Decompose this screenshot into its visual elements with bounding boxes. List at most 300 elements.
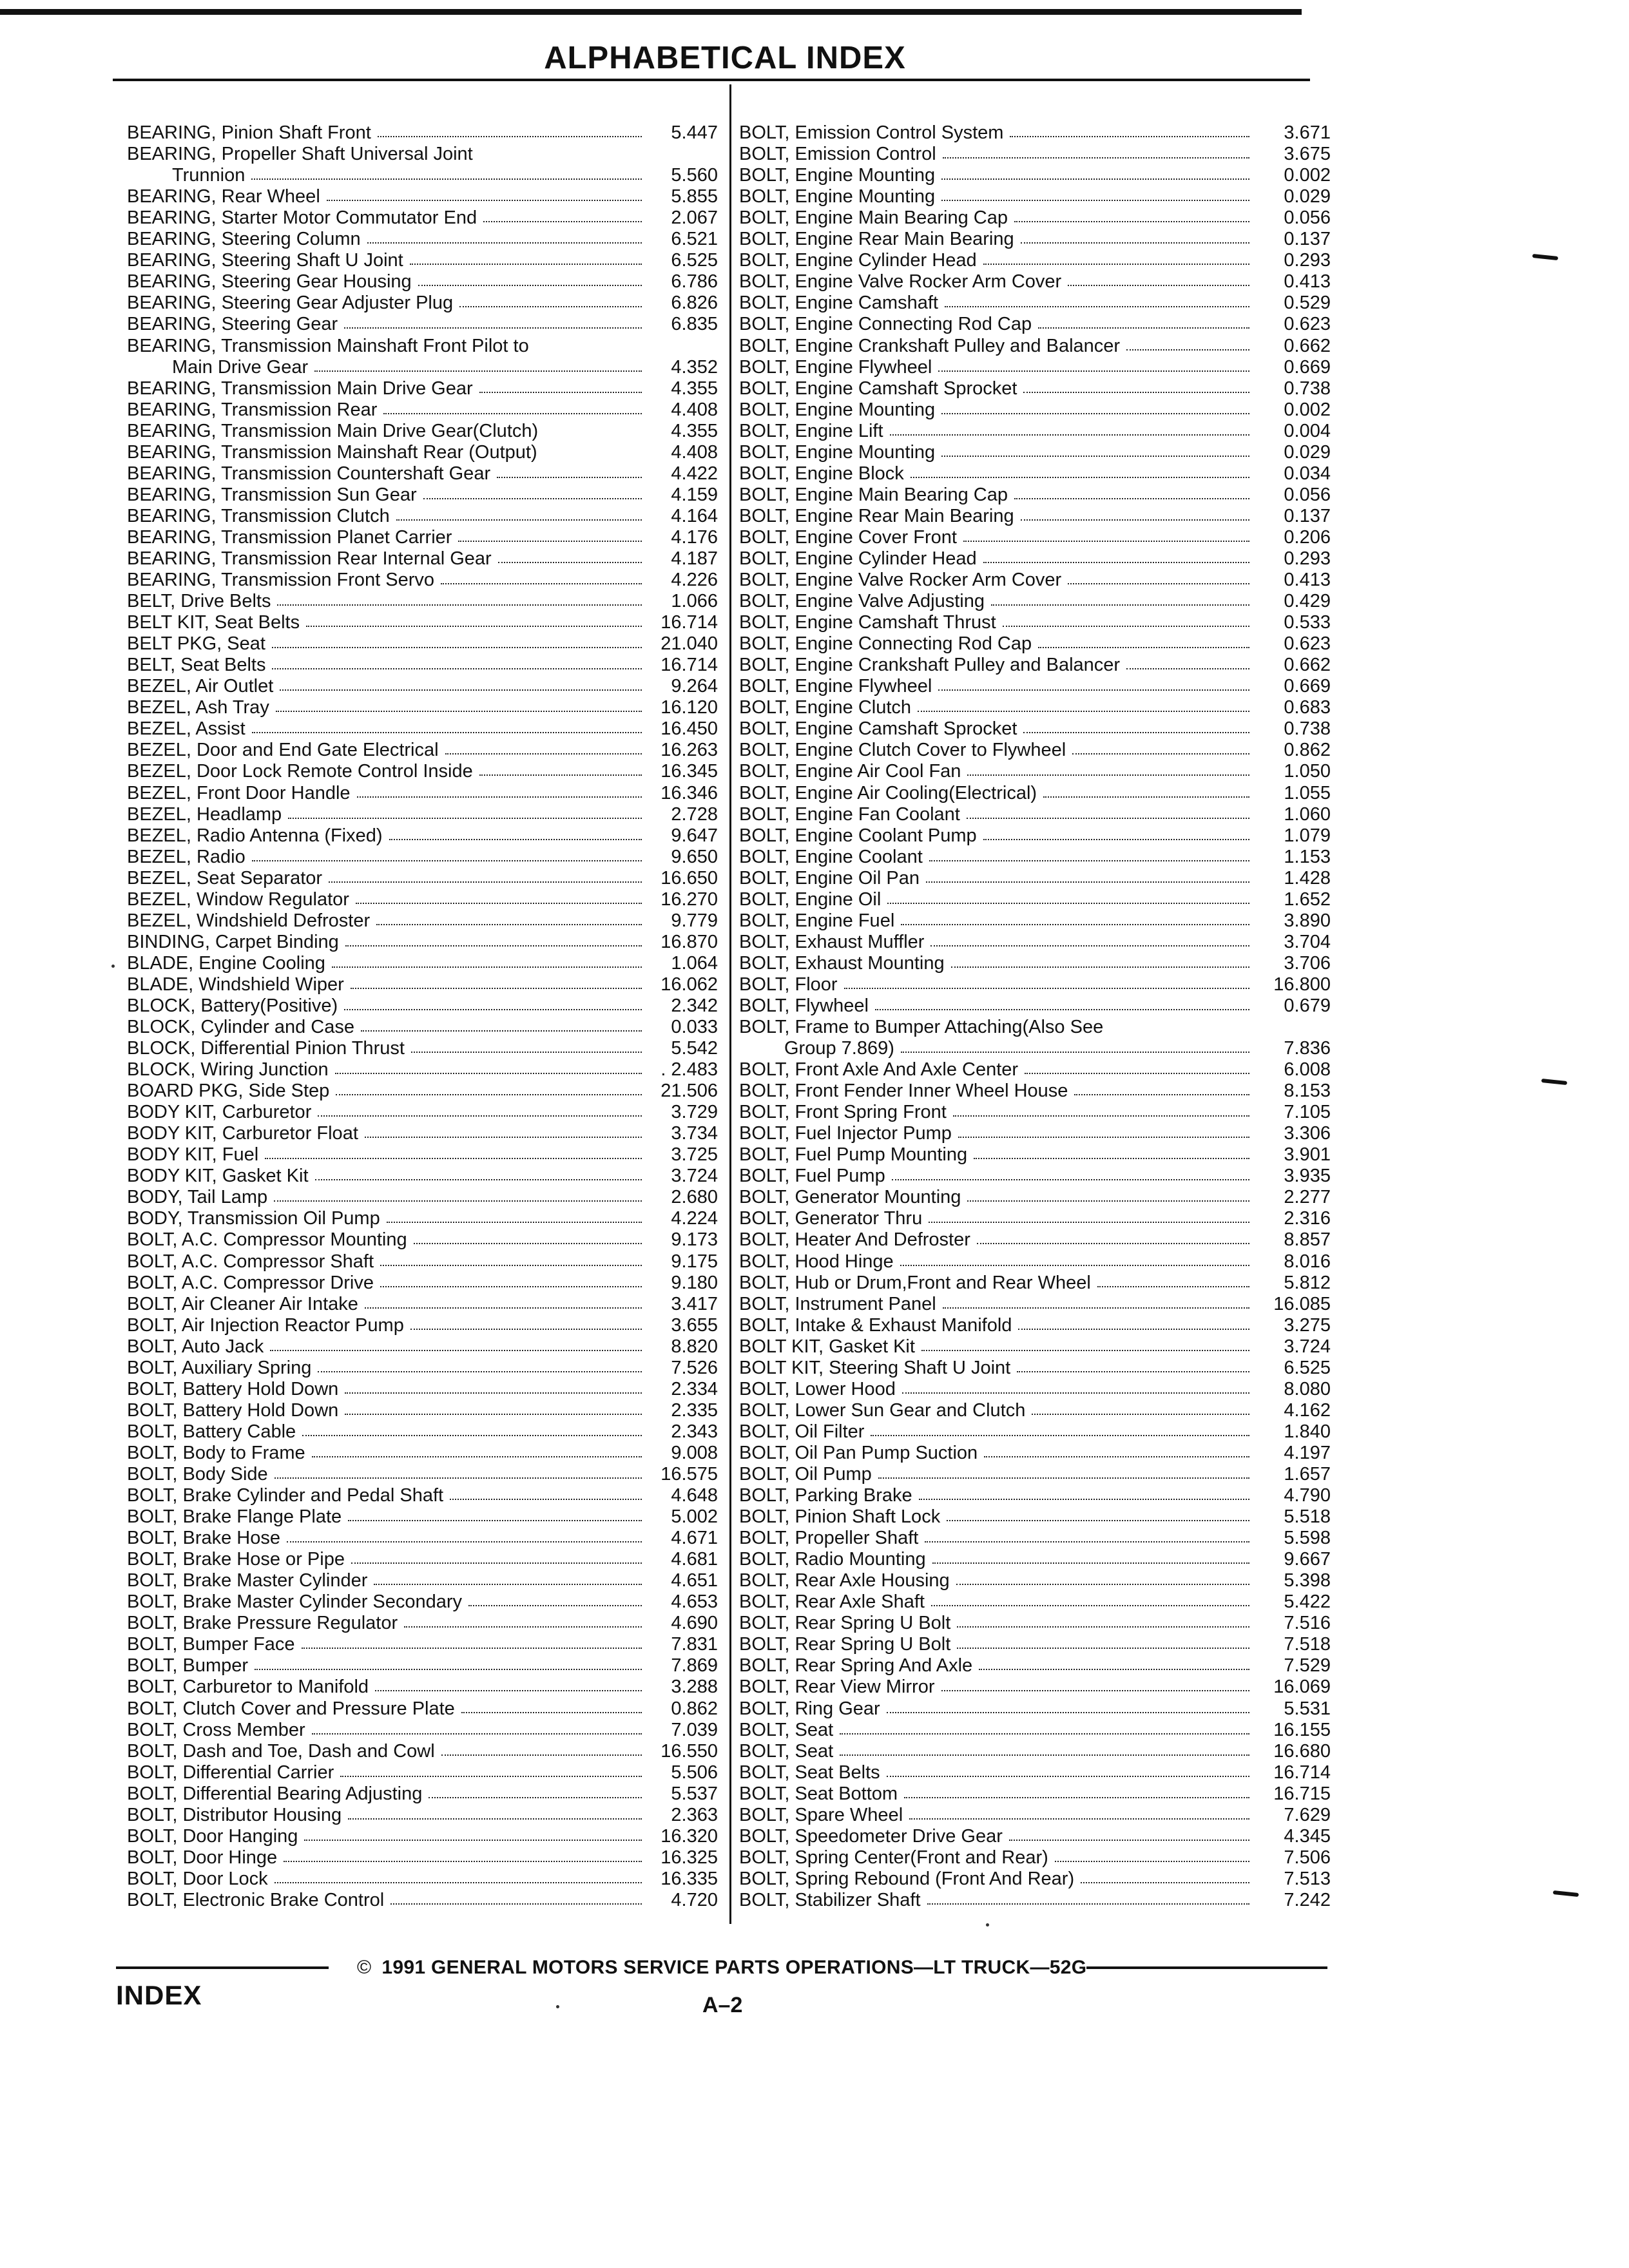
dot-leader	[1126, 668, 1249, 669]
index-entry-group: 0.413	[1284, 570, 1331, 591]
dot-leader	[1068, 583, 1249, 584]
index-entry	[127, 653, 718, 675]
index-entry-group: 16.650	[660, 867, 718, 889]
index-entry	[127, 1079, 718, 1100]
index-entry-name: BLOCK, Differential Pinion Thrust	[127, 1038, 405, 1059]
index-entry-group: 4.790	[1284, 1485, 1331, 1506]
index-entry	[127, 1867, 718, 1888]
index-entry-name: BODY, Transmission Oil Pump	[127, 1208, 380, 1229]
index-entry	[127, 441, 718, 462]
index-entry-group: 2.335	[671, 1399, 718, 1421]
index-entry-group: 1.657	[1284, 1464, 1331, 1485]
index-entry-name: BOLT, Engine Coolant	[739, 846, 923, 867]
index-entry-group: 16.800	[1273, 974, 1331, 995]
index-entry-group: 9.647	[671, 825, 718, 846]
dot-leader	[925, 1541, 1249, 1542]
index-entry	[127, 696, 718, 717]
index-entry-name: BOLT, Oil Filter	[739, 1421, 865, 1442]
index-entry-name: BOLT, Exhaust Muffler	[739, 931, 925, 952]
index-entry-name: BOLT, Speedometer Drive Gear	[739, 1825, 1003, 1847]
index-entry-group: 3.288	[671, 1677, 718, 1698]
index-entry	[739, 227, 1331, 249]
index-entry-name: BOLT, Emission Control System	[739, 122, 1004, 144]
index-entry	[739, 121, 1331, 142]
index-entry	[739, 738, 1331, 760]
dot-leader	[468, 1605, 642, 1606]
dot-leader	[844, 988, 1249, 989]
index-entry-group: 4.355	[671, 378, 718, 399]
dot-leader	[840, 1733, 1249, 1735]
index-entry-name: BOLT, Door Hanging	[127, 1825, 298, 1847]
dot-leader	[977, 1243, 1249, 1244]
dot-leader	[941, 1690, 1250, 1691]
index-entry-group: 2.067	[671, 207, 718, 229]
index-entry-group: 0.862	[1284, 740, 1331, 761]
index-entry	[739, 696, 1331, 717]
index-entry-group: 0.533	[1284, 612, 1331, 633]
index-entry	[127, 1526, 718, 1548]
index-entry-group: 3.655	[671, 1314, 718, 1336]
dot-leader	[1018, 1329, 1249, 1330]
index-entry-name: BOLT, Generator Mounting	[739, 1187, 961, 1208]
dot-leader	[941, 200, 1249, 201]
index-entry-group: 4.226	[671, 570, 718, 591]
index-entry	[127, 121, 718, 142]
index-entry-name: Main Drive Gear	[172, 356, 309, 378]
index-entry	[739, 1228, 1331, 1249]
index-entry	[739, 1633, 1331, 1654]
scan-speck	[111, 965, 115, 968]
index-entry-group: 5.560	[671, 165, 718, 186]
index-entry	[739, 888, 1331, 909]
index-entry	[127, 824, 718, 845]
index-entry	[127, 568, 718, 590]
index-entry-name: BOLT, Door Hinge	[127, 1847, 278, 1868]
footer-copyright-text: 1991 GENERAL MOTORS SERVICE PARTS OPERATIONS—LT TRUCK—52G	[381, 1957, 1087, 1978]
dot-leader	[1023, 732, 1249, 733]
dot-leader	[389, 839, 642, 840]
dot-leader	[911, 477, 1249, 478]
index-entry-group: 16.450	[660, 718, 718, 740]
index-entry-group: 1.652	[1284, 889, 1331, 910]
index-entry	[739, 483, 1331, 505]
dot-leader	[929, 1222, 1249, 1223]
index-entry-name: BOLT, Rear Axle Housing	[739, 1570, 950, 1591]
dot-leader	[251, 178, 642, 180]
index-entry-group: 9.667	[1284, 1549, 1331, 1570]
index-entry-group: 1.066	[671, 591, 718, 612]
index-entry-name: BEZEL, Front Door Handle	[127, 782, 351, 803]
index-entry-group: 7.529	[1284, 1655, 1331, 1677]
dot-leader	[458, 541, 642, 542]
dot-leader	[479, 774, 642, 776]
index-entry-group: 8.153	[1284, 1081, 1331, 1102]
dot-leader	[947, 1520, 1249, 1521]
dot-leader	[979, 1669, 1249, 1670]
index-entry-name: BOLT, Parking Brake	[739, 1485, 912, 1506]
index-entry-name: BEARING, Transmission Rear Internal Gear	[127, 548, 492, 569]
index-entry-name: BEZEL, Assist	[127, 718, 246, 740]
index-entry	[127, 398, 718, 419]
dot-leader	[904, 1797, 1249, 1798]
index-entry	[127, 1782, 718, 1803]
index-entry	[127, 1611, 718, 1633]
index-entry-group: 0.669	[1284, 356, 1331, 378]
index-entry-group: 8.016	[1284, 1251, 1331, 1272]
index-entry-name: BOLT, Body Side	[127, 1464, 268, 1485]
dot-leader	[1021, 519, 1249, 521]
dot-leader	[941, 456, 1249, 457]
dot-leader	[890, 434, 1249, 436]
index-entry-group: 0.029	[1284, 441, 1331, 463]
index-entry-group: 7.516	[1284, 1613, 1331, 1634]
index-entry	[739, 1803, 1331, 1825]
index-entry-group: 4.690	[671, 1613, 718, 1634]
index-entry	[739, 547, 1331, 568]
index-entry	[127, 1293, 718, 1314]
dot-leader	[1043, 796, 1249, 798]
index-entry-group: 0.679	[1284, 995, 1331, 1016]
index-entry-group: 16.320	[660, 1825, 718, 1847]
index-entry-group: 6.786	[671, 271, 718, 293]
dot-leader	[892, 1179, 1249, 1180]
index-entry-name: BOLT, Floor	[739, 974, 838, 995]
dot-leader	[1003, 626, 1249, 627]
index-entry-group: 6.826	[671, 293, 718, 314]
index-entry	[127, 1888, 718, 1910]
index-entry	[739, 164, 1331, 185]
index-entry	[127, 803, 718, 824]
index-entry-group: 9.175	[671, 1251, 718, 1272]
index-entry-name: BOLT, Lower Hood	[739, 1378, 896, 1399]
index-entry-name: BEZEL, Radio Antenna (Fixed)	[127, 825, 383, 846]
index-entry-group: 16.345	[660, 761, 718, 782]
dot-leader	[302, 1435, 642, 1436]
index-entry	[739, 781, 1331, 802]
index-entry	[739, 334, 1331, 355]
index-entry	[739, 312, 1331, 334]
index-entry	[127, 611, 718, 632]
index-entry	[739, 1207, 1331, 1228]
dot-leader	[380, 1265, 642, 1266]
index-entry-name: BOLT, Lower Sun Gear and Clutch	[739, 1399, 1026, 1421]
index-entry	[127, 909, 718, 930]
index-entry-group: 0.413	[1284, 271, 1331, 293]
margin-mark	[1532, 254, 1558, 260]
index-entry-group: 3.724	[671, 1166, 718, 1187]
dot-leader	[926, 881, 1249, 883]
index-entry-group: 6.521	[671, 229, 718, 250]
index-entry-name: BLOCK, Cylinder and Case	[127, 1017, 354, 1038]
dot-leader	[1032, 1414, 1249, 1415]
index-entry	[127, 547, 718, 568]
index-entry-name: BOLT, Brake Cylinder and Pedal Shaft	[127, 1485, 444, 1506]
index-entry	[739, 760, 1331, 781]
index-entry-name: BOLT, Engine Mounting	[739, 399, 936, 420]
index-entry-group: 3.901	[1284, 1144, 1331, 1166]
dot-leader	[314, 370, 642, 372]
copyright-symbol: ©	[357, 1957, 372, 1978]
index-entry	[739, 291, 1331, 312]
dot-leader	[351, 1562, 642, 1564]
index-entry	[127, 1164, 718, 1186]
index-entry-group: 16.346	[660, 782, 718, 803]
index-entry-name: BEARING, Transmission Countershaft Gear	[127, 463, 491, 484]
dot-leader	[878, 1477, 1249, 1479]
dot-leader	[306, 626, 642, 627]
index-entry-group: 1.064	[671, 952, 718, 974]
index-entry-name: BOLT, Engine Rear Main Bearing	[739, 229, 1014, 250]
index-entry-group: 9.180	[671, 1272, 718, 1293]
index-entry	[127, 1548, 718, 1569]
index-entry	[739, 1058, 1331, 1079]
dot-leader	[276, 711, 642, 712]
index-entry	[739, 462, 1331, 483]
index-entry-group: 0.034	[1284, 463, 1331, 484]
index-entry-name: BOLT, Engine Flywheel	[739, 676, 932, 697]
index-entry-group: 5.855	[671, 186, 718, 207]
index-entry-group: 1.060	[1284, 803, 1331, 825]
index-entry-name: BOLT, Distributor Housing	[127, 1804, 342, 1825]
index-entry	[739, 717, 1331, 738]
index-entry	[739, 1718, 1331, 1740]
index-entry-group: 0.293	[1284, 548, 1331, 569]
index-entry-group: 1.840	[1284, 1421, 1331, 1442]
margin-mark	[1553, 1890, 1579, 1897]
dot-leader	[956, 1584, 1249, 1585]
dot-leader	[919, 1499, 1249, 1500]
index-entry	[127, 845, 718, 867]
dot-leader	[957, 1626, 1249, 1628]
index-entry-name: BOLT, Engine Fuel	[739, 910, 895, 931]
column-divider	[729, 84, 731, 1924]
index-entry-group: 16.335	[660, 1868, 718, 1889]
index-entry-group: 3.734	[671, 1123, 718, 1144]
dot-leader	[429, 1797, 642, 1798]
index-entry-group: 16.270	[660, 889, 718, 910]
index-entry	[127, 462, 718, 483]
index-column-left	[127, 121, 718, 1910]
section-label: INDEX	[116, 1980, 202, 2010]
index-entry	[127, 973, 718, 994]
index-entry-name: Group 7.869)	[784, 1038, 894, 1059]
index-entry-name: BOLT, Engine Connecting Rod Cap	[739, 314, 1032, 335]
index-entry-group: 3.275	[1284, 1314, 1331, 1336]
index-entry-group: 0.429	[1284, 591, 1331, 612]
index-entry-group: 0.862	[671, 1698, 718, 1719]
index-entry-group: 16.550	[660, 1740, 718, 1762]
index-entry-name: BEARING, Propeller Shaft Universal Joint	[127, 144, 473, 165]
index-entry-group: 5.422	[1284, 1591, 1331, 1613]
index-entry-name: BOLT, Bumper Face	[127, 1634, 295, 1655]
dot-leader	[958, 1137, 1249, 1138]
index-entry	[739, 377, 1331, 398]
index-entry	[739, 526, 1331, 547]
index-entry	[127, 994, 718, 1015]
dot-leader	[270, 1350, 642, 1351]
dot-leader	[941, 178, 1249, 180]
index-entry-group: 16.062	[660, 974, 718, 995]
index-entry-group: 9.173	[671, 1229, 718, 1251]
index-entry-name: BOLT, Engine Crankshaft Pulley and Balancer	[739, 655, 1121, 676]
index-entry-group: 2.363	[671, 1804, 718, 1825]
index-entry-group: 5.542	[671, 1038, 718, 1059]
index-entry-group: 6.525	[1284, 1357, 1331, 1378]
index-entry-group: 5.506	[671, 1762, 718, 1783]
index-entry-group: 0.662	[1284, 335, 1331, 356]
dot-leader	[1068, 285, 1249, 286]
index-entry	[127, 867, 718, 888]
index-entry-group: 16.155	[1273, 1719, 1331, 1740]
index-entry-group: 0.137	[1284, 505, 1331, 526]
index-entry	[739, 1590, 1331, 1611]
index-entry-name: BOLT, Spring Rebound (Front And Rear)	[739, 1868, 1075, 1889]
index-entry-name: BOLT, Engine Valve Rocker Arm Cover	[739, 570, 1062, 591]
index-entry-name: Trunnion	[172, 165, 246, 186]
dot-leader	[450, 1499, 642, 1500]
dot-leader	[383, 413, 642, 414]
dot-leader	[1126, 349, 1249, 351]
index-entry	[739, 824, 1331, 845]
dot-leader	[335, 1073, 642, 1074]
index-entry-name: BOLT, Brake Pressure Regulator	[127, 1613, 398, 1634]
index-entry	[739, 398, 1331, 419]
index-entry	[127, 1420, 718, 1441]
dot-leader	[327, 200, 642, 201]
dot-leader	[344, 327, 642, 329]
index-entry-group: 5.812	[1284, 1272, 1331, 1293]
index-entry	[127, 1100, 718, 1122]
index-entry-group: 16.085	[1273, 1293, 1331, 1314]
index-entry	[127, 1335, 718, 1356]
index-entry-name: BEZEL, Radio	[127, 846, 246, 867]
dot-leader	[929, 860, 1249, 861]
index-entry-name: BOLT, Engine Mounting	[739, 165, 936, 186]
dot-leader	[304, 1840, 642, 1841]
index-entry-group: 2.334	[671, 1378, 718, 1399]
index-entry	[127, 1015, 718, 1037]
index-entry-group: 4.355	[671, 420, 718, 441]
dot-leader	[927, 1903, 1249, 1905]
index-entry-group: 5.398	[1284, 1570, 1331, 1591]
index-entry-group: 0.669	[1284, 676, 1331, 697]
index-entry	[739, 909, 1331, 930]
index-entry-group: 1.079	[1284, 825, 1331, 846]
margin-mark	[1541, 1079, 1567, 1085]
index-entry-name: BOLT, Brake Hose	[127, 1528, 281, 1549]
index-entry	[127, 206, 718, 227]
index-entry	[739, 1441, 1331, 1463]
index-entry	[127, 1846, 718, 1867]
index-entry	[739, 1740, 1331, 1761]
index-entry	[127, 1484, 718, 1505]
dot-leader	[984, 1456, 1249, 1457]
index-entry	[739, 973, 1331, 994]
index-entry-name: BOLT, Front Spring Front	[739, 1102, 947, 1123]
index-entry-group: 3.306	[1284, 1123, 1331, 1144]
scan-speck	[556, 2005, 559, 2008]
index-entry-group: 0.683	[1284, 697, 1331, 718]
dot-leader	[943, 157, 1249, 159]
index-entry-group: 5.598	[1284, 1528, 1331, 1549]
index-entry-name: BOLT, Engine Oil	[739, 889, 882, 910]
index-entry-name: BOLT, Engine Block	[739, 463, 904, 484]
index-entry	[127, 270, 718, 291]
index-entry	[739, 867, 1331, 888]
index-entry-group: 2.680	[671, 1187, 718, 1208]
index-entry-name: BOLT, Engine Coolant Pump	[739, 825, 977, 846]
index-entry-name: BEZEL, Windshield Defroster	[127, 910, 371, 931]
index-entry-name: BOLT, A.C. Compressor Drive	[127, 1272, 374, 1293]
index-entry-name: BOLT, Engine Main Bearing Cap	[739, 484, 1008, 505]
index-entry	[127, 590, 718, 611]
scan-speck	[986, 1923, 989, 1927]
index-entry-group: 21.506	[660, 1081, 718, 1102]
dot-leader	[280, 689, 642, 691]
index-entry	[127, 334, 718, 355]
dot-leader	[345, 1392, 642, 1394]
dot-leader	[840, 1754, 1249, 1756]
index-entry	[127, 1633, 718, 1654]
dot-leader	[288, 818, 642, 819]
index-entry-name: BOLT, Engine Fan Coolant	[739, 803, 960, 825]
dot-leader	[957, 1648, 1249, 1649]
index-entry-name: BOLT, Exhaust Mounting	[739, 952, 945, 974]
index-entry-group: 0.033	[671, 1017, 718, 1038]
index-entry-name: BEARING, Steering Gear	[127, 314, 338, 335]
dot-leader	[445, 753, 642, 754]
index-entry-group: 16.680	[1273, 1740, 1331, 1762]
index-entry	[739, 1463, 1331, 1484]
index-entry-group: 0.623	[1284, 633, 1331, 655]
dot-leader	[887, 1776, 1249, 1777]
index-entry-name: BOLT, Engine Valve Rocker Arm Cover	[739, 271, 1062, 293]
index-entry-group: 0.137	[1284, 229, 1331, 250]
index-entry-group: 16.120	[660, 697, 718, 718]
index-entry-group: 7.242	[1284, 1889, 1331, 1910]
index-entry-name: BOLT, Spring Center(Front and Rear)	[739, 1847, 1048, 1868]
index-entry-name: BODY, Tail Lamp	[127, 1187, 268, 1208]
index-entry	[739, 1569, 1331, 1590]
index-entry	[127, 888, 718, 909]
dot-leader	[938, 370, 1249, 372]
index-entry-name: BOLT, Seat	[739, 1740, 834, 1762]
dot-leader	[312, 1456, 642, 1457]
index-entry-name: BOLT, Rear Axle Shaft	[739, 1591, 925, 1613]
index-entry-group: 8.080	[1284, 1378, 1331, 1399]
index-entry	[127, 1740, 718, 1761]
index-entry	[739, 1782, 1331, 1803]
index-entry-name: BEZEL, Door Lock Remote Control Inside	[127, 761, 473, 782]
index-entry-group: 3.729	[671, 1102, 718, 1123]
index-entry-name: BOLT, Engine Clutch Cover to Flywheel	[739, 740, 1066, 761]
index-entry-group: 7.513	[1284, 1868, 1331, 1889]
index-entry-group: 5.518	[1284, 1506, 1331, 1528]
dot-leader	[963, 541, 1249, 542]
index-entry	[127, 1228, 718, 1249]
footer-copyright	[329, 1957, 1086, 1979]
index-entry-group: 7.105	[1284, 1102, 1331, 1123]
dot-leader	[1010, 136, 1249, 137]
index-entry	[739, 1484, 1331, 1505]
index-entry-name: BOLT, Bumper	[127, 1655, 249, 1677]
index-entry	[739, 1399, 1331, 1420]
dot-leader	[318, 1115, 642, 1117]
index-entry-name: BOLT, Hub or Drum,Front and Rear Wheel	[739, 1272, 1091, 1293]
dot-leader	[365, 1137, 642, 1138]
index-entry-name: BEARING, Starter Motor Commutator End	[127, 207, 477, 229]
dot-leader	[329, 881, 642, 883]
